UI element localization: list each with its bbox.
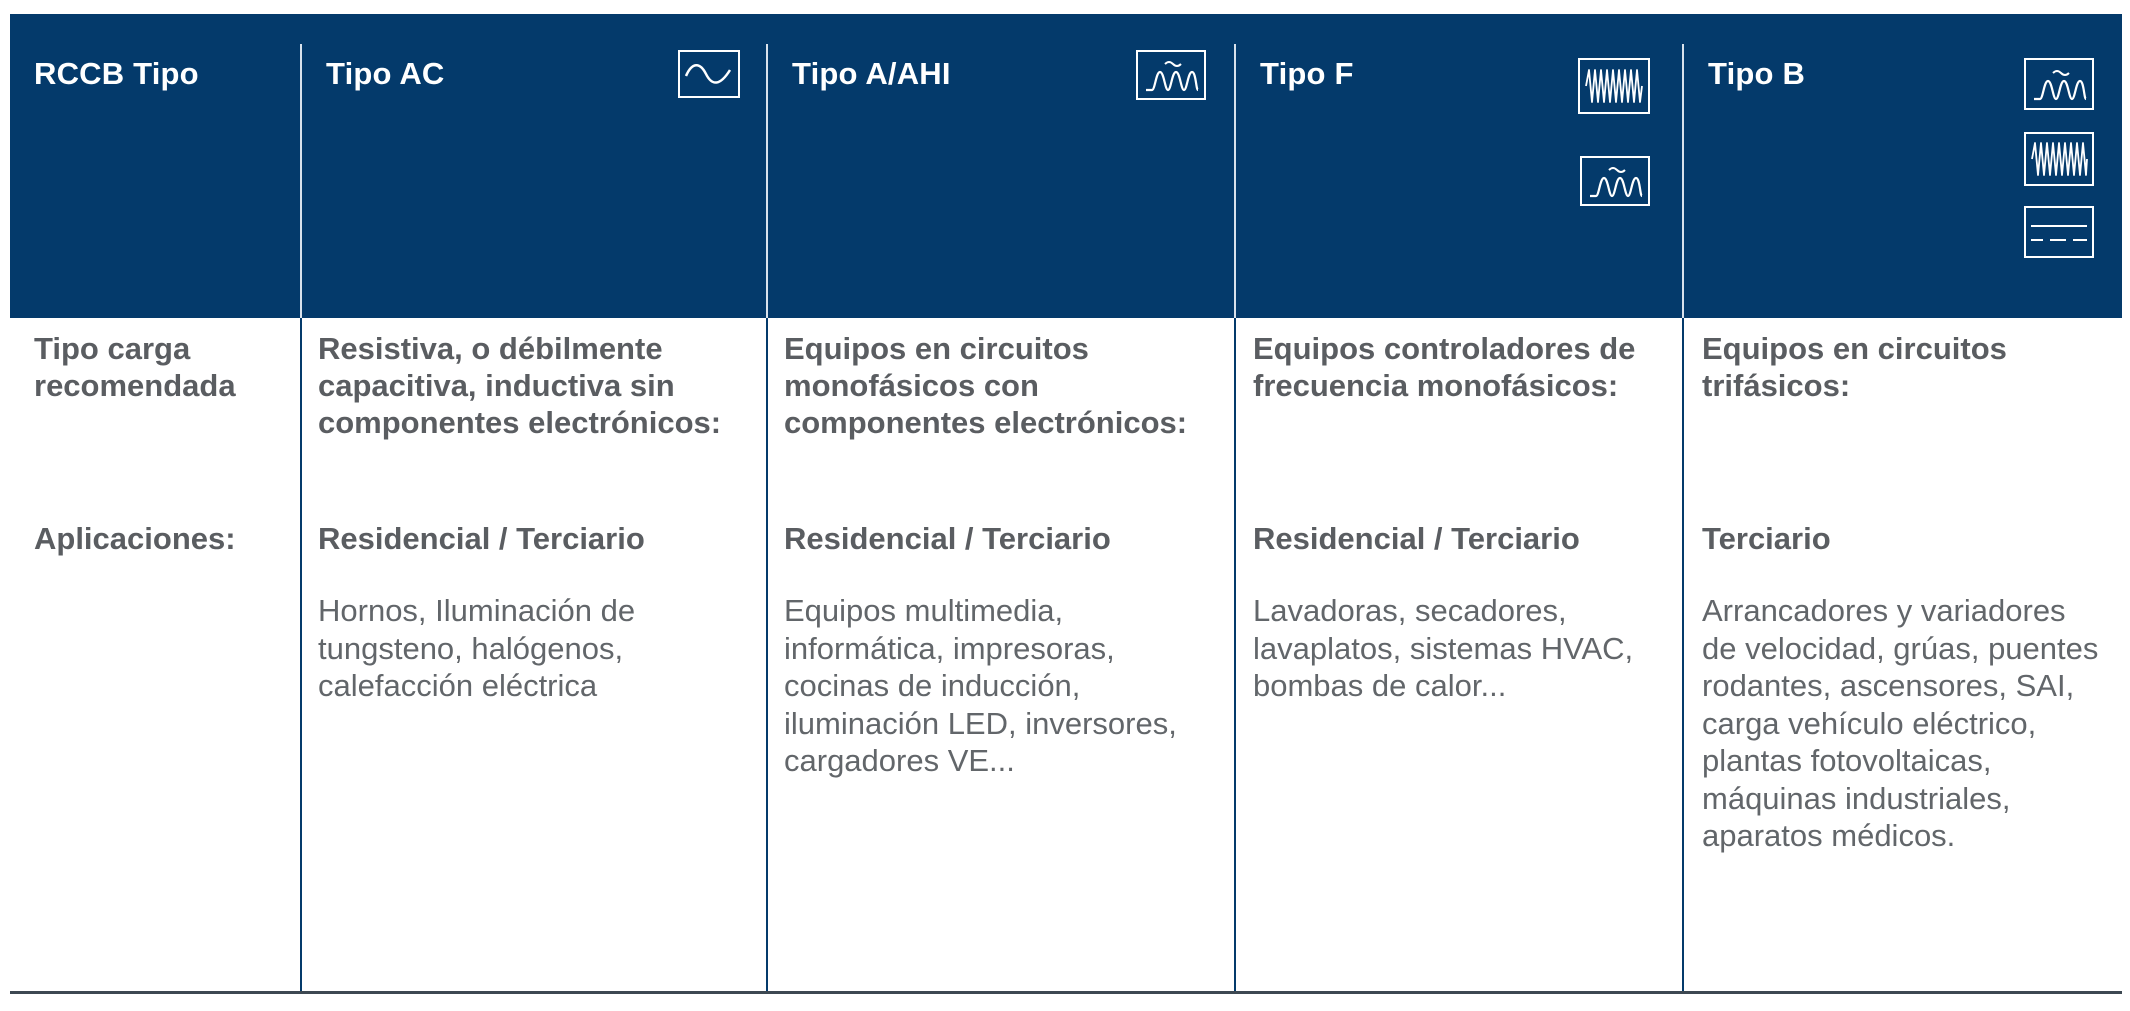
pulsating-dc-icon: [1580, 156, 1650, 206]
row-label-load-type: Tipo carga recomendada: [34, 331, 236, 403]
header-label-tipo-a: Tipo A/AHI: [792, 56, 951, 91]
column-tipo-a: [784, 330, 1224, 778]
column-tipo-ac: [318, 330, 758, 703]
header-label-tipo-ac: Tipo AC: [326, 56, 445, 91]
pulsating-dc-icon: [1136, 50, 1206, 100]
smooth-dc-icon: [2024, 206, 2094, 258]
application-examples: Hornos, Iluminación de tungsteno, halógenos, calefacción eléctrica: [318, 593, 636, 703]
column-divider: [1682, 318, 1684, 993]
header-cell-tipo-ac: [302, 14, 776, 318]
header-corner-label: RCCB Tipo: [34, 56, 199, 91]
application-sector: Residencial / Terciario: [318, 521, 645, 556]
application-sector: Residencial / Terciario: [784, 521, 1111, 556]
table-bottom-rule: [10, 991, 2122, 994]
column-divider: [766, 318, 768, 993]
application-examples: Arrancadores y variadores de velocidad, grúas, puentes rodantes, ascensores, SAI, carga vehículo eléctrico, plantas fotovoltaicas, máquinas industriales, aparatos médicos.: [1702, 593, 2099, 853]
recommended-load-text: Equipos en circuitos trifásicos:: [1702, 331, 2007, 403]
column-tipo-f: [1253, 330, 1673, 703]
mixed-frequency-icon: [1578, 58, 1650, 114]
recommended-load-text: Resistiva, o débilmente capacitiva, inductiva sin componentes electrónicos:: [318, 331, 722, 440]
row-label-applications: Aplicaciones:: [34, 521, 236, 556]
application-examples: Equipos multimedia, informática, impresoras, cocinas de inducción, iluminación LED, inversores, cargadores VE...: [784, 593, 1177, 778]
recommended-load-text: Equipos en circuitos monofásicos con componentes electrónicos:: [784, 331, 1188, 440]
header-label-tipo-f: Tipo F: [1260, 56, 1354, 91]
recommended-load-text: Equipos controladores de frecuencia monofásicos:: [1253, 331, 1636, 403]
mixed-frequency-icon: [2024, 132, 2094, 186]
application-examples: Lavadoras, secadores, lavaplatos, sistemas HVAC, bombas de calor...: [1253, 593, 1634, 703]
header-label-tipo-b: Tipo B: [1708, 56, 1806, 91]
pulsating-dc-icon: [2024, 58, 2094, 110]
table-header: [10, 14, 2122, 318]
application-sector: Residencial / Terciario: [1253, 521, 1580, 556]
header-cell-tipo-f: [1236, 14, 1682, 318]
ac-sine-wave-icon: [678, 50, 740, 98]
column-divider: [300, 318, 302, 993]
header-cell-tipo-b: [1684, 14, 2122, 318]
header-cell-tipo-a: [768, 14, 1238, 318]
application-sector: Terciario: [1702, 521, 1831, 556]
column-tipo-b: [1702, 330, 2112, 853]
header-cell-rccb-tipo: [10, 14, 300, 318]
row-labels-column: [34, 330, 274, 556]
column-divider: [1234, 318, 1236, 993]
